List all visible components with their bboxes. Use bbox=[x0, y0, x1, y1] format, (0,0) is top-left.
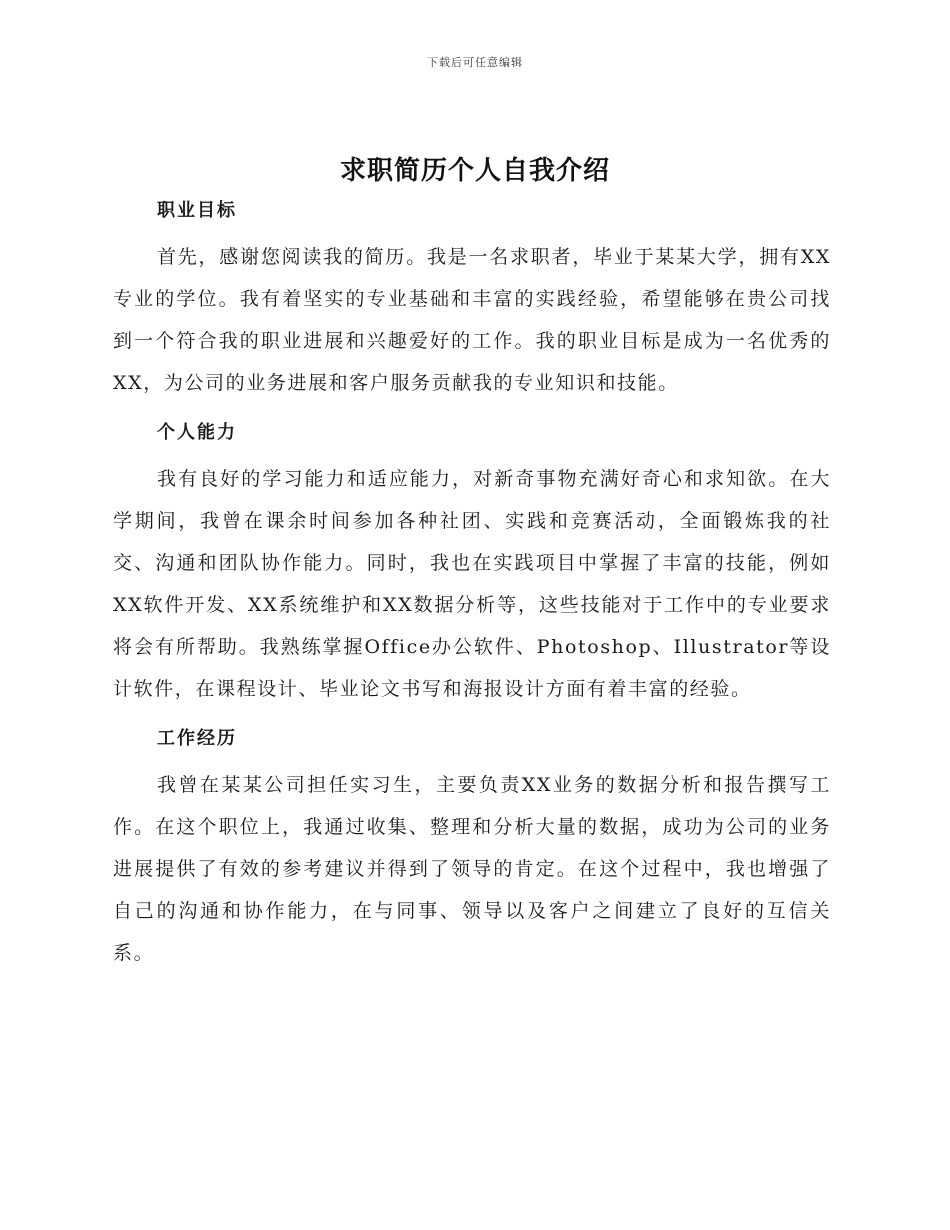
section-career-goal bbox=[113, 196, 831, 404]
section-body-personal-ability: 我有良好的学习能力和适应能力，对新奇事物充满好奇心和求知欲。在大学期间，我曾在课余时间参加各种社团、实践和竞赛活动，全面锻炼我的社交、沟通和团队协作能力。同时，我也在实践项目中掌握了丰富的技能，例如XX软件开发、XX系统维护和XX数据分析等，这些技能对于工作中的专业要求将会有所帮助。我熟练掌握Office办公软件、Photoshop、Illustrator等设计软件，在课程设计、毕业论文书写和海报设计方面有着丰富的经验。 bbox=[113, 468, 831, 700]
document-content bbox=[113, 196, 831, 988]
section-heading-personal-ability: 个人能力 bbox=[157, 422, 237, 443]
section-body-career-goal: 首先，感谢您阅读我的简历。我是一名求职者，毕业于某某大学，拥有XX专业的学位。我有着坚实的专业基础和丰富的实践经验，希望能够在贵公司找到一个符合我的职业进展和兴趣爱好的工作。我的职业目标是成为一名优秀的XX，为公司的业务进展和客户服务贡献我的专业知识和技能。 bbox=[113, 246, 831, 394]
section-personal-ability bbox=[113, 418, 831, 710]
section-body-work-experience: 我曾在某某公司担任实习生，主要负责XX业务的数据分析和报告撰写工作。在这个职位上，我通过收集、整理和分析大量的数据，成功为公司的业务进展提供了有效的参考建议并得到了领导的肯定。在这个过程中，我也增强了自己的沟通和协作能力，在与同事、领导以及客户之间建立了良好的互信关系。 bbox=[113, 774, 831, 964]
section-heading-career-goal: 职业目标 bbox=[157, 200, 237, 221]
section-heading-work-experience: 工作经历 bbox=[157, 728, 237, 749]
section-work-experience bbox=[113, 724, 831, 974]
header-note: 下载后可任意编辑 bbox=[427, 56, 523, 69]
document-title: 求职简历个人自我介绍 bbox=[339, 156, 610, 186]
